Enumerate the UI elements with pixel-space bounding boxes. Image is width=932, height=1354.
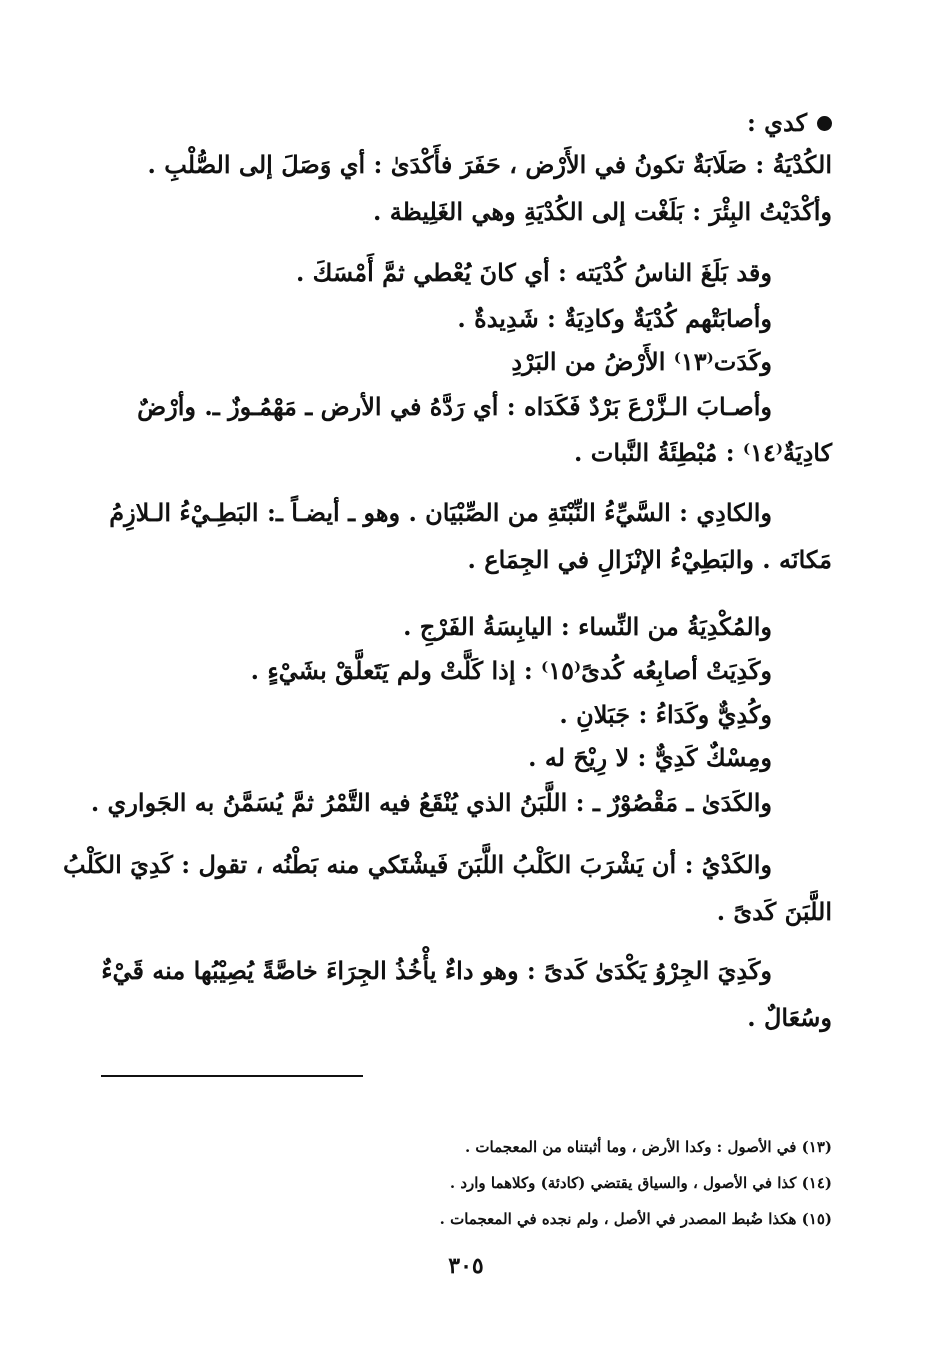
footnote: (١٥) هكذا ضُبط المصدر في الأصل ، ولم نجده في المعجمات .	[439, 1210, 832, 1228]
body-line: ومِسْكٌ كَدِيٌّ : لا رِيْحَ له .	[528, 743, 772, 772]
footnote: (١٤) كذا في الأصول ، والسياق يقتضي (كادئة) وكلاهما وارد .	[449, 1174, 832, 1192]
body-line: الكُدْيَةُ : صَلَابَةٌ تكونُ في الأَرْض ، حَفَرَ فأَكْدَىٰ : أي وَصَلَ إلى الصُّلْبِ .	[147, 150, 832, 179]
body-line: والكادِي : السَّيِّءُ النِّبْتَةِ من الصِّبْيَان . وهو ـ أيضـاً ـ: البَطِـيْءُ الـلازِمُ	[109, 498, 772, 527]
body-line: وأكْدَيْتُ البِئْرَ : بَلَغْت إلى الكُدْيَةِ وهي الغَلِيظة .	[373, 197, 832, 226]
page-number: ٣٠٥	[448, 1253, 484, 1279]
footnote: (١٣) في الأصول : وكدا الأرض ، وما أثبتناه من المعجمات .	[464, 1138, 832, 1156]
body-line: وكَدَت⁽١٣⁾ الأَرْضُ من البَرْدِ	[511, 347, 772, 376]
body-line: اللَّبَنَ كَدىً .	[716, 897, 832, 926]
body-line: وكَدِيَتْ أصابِعُه كُدىً⁽١٥⁾ : إذا كَلَّتْ ولم يَتَعلَّقْ بشَيْءٍ .	[250, 656, 772, 685]
bullet-icon	[817, 116, 832, 131]
body-line: وأصابَتْهم كُدْيَةٌ وكادِيَةٌ : شَدِيدةٌ .	[457, 304, 772, 333]
body-line: والمُكْدِيَةُ من النِّساء : اليابِسَةُ الفَرْجِ .	[403, 612, 772, 641]
entry-heading-text: كدي :	[746, 108, 807, 137]
body-line: والكَدْيُ : أن يَشْرَبَ الكَلْبُ اللَّبَنَ فَيشْتَكي منه بَطْنُه ، تقول : كَدِيَ الكَلْبُ	[63, 850, 772, 879]
body-line: كادِيَةٌ⁽١٤⁾ : مُبْطِئَةُ النَّبات .	[574, 438, 832, 467]
body-line: وكَدِيَ الجِرْوُ يَكْدَىٰ كَدىً : وهو داءٌ يأْخُذُ الجِرَاءَ خاصَّةً يُصِيْبُها منه قَيْءٌ	[101, 956, 772, 985]
body-line: مَكانَه . والبَطِيْءُ الإنْزَالِ في الجِمَاع .	[467, 545, 832, 574]
footnote-separator	[101, 1075, 363, 1077]
body-line: وكُدِيٌّ وكَدَاءُ : جَبَلانِ .	[559, 700, 772, 729]
body-line: وأصـابَ الـزَّرْعَ بَرْدٌ فَكَدَاه : أي رَدَّهُ في الأرض ـ مَهْمُـوزٌ ـ. وأرْضٌ	[137, 392, 772, 421]
entry-heading	[747, 106, 832, 140]
body-line: وسُعَالٌ .	[747, 1003, 832, 1032]
body-line: والكَدَىٰ ـ مَقْصُوْرٌ ـ : اللَّبَنُ الذي يُنْقَعُ فيه التَّمْرُ ثمَّ يُسَمَّنُ به الجَواري .	[90, 788, 772, 817]
body-line: وقد بَلَغَ الناسُ كُدْيَته : أي كانَ يُعْطي ثمَّ أَمْسَكَ .	[295, 258, 772, 287]
